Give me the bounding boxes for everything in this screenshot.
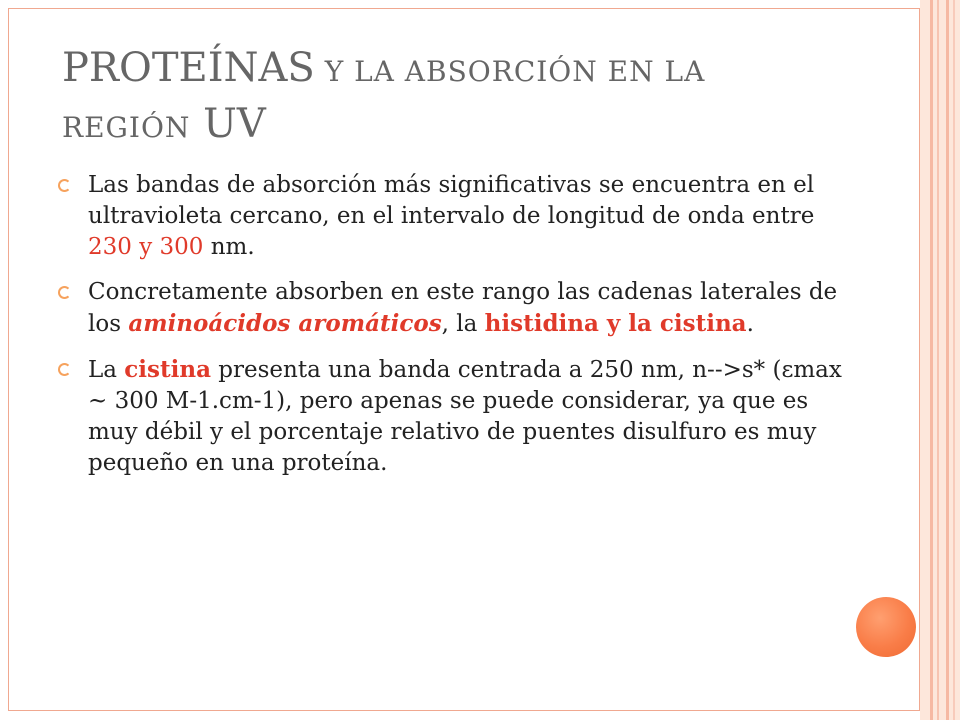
bullet-item xyxy=(56,354,856,479)
bullet-text: Las bandas de absorción más significativas se encuentra en el ultravioleta cercano, en el intervalo de longitud de onda entre xyxy=(88,172,815,229)
slide-title xyxy=(62,42,862,154)
bullet-list xyxy=(56,170,856,493)
bullet-text: La xyxy=(88,357,125,383)
highlight-cystine: cistina xyxy=(124,356,211,383)
highlight-aromatic-amino-acids: aminoácidos aromáticos xyxy=(128,310,442,337)
bullet-text: Concretamente absorben en este rango las cadenas laterales de los xyxy=(88,279,838,337)
wavelength-range: 230 y 300 xyxy=(88,234,204,260)
bullet-text: presenta una banda centrada a 250 nm, n-->s* (εmax ~ 300 M-1.cm-1), pero apenas se puede considerar, ya que es muy débil y el porcentaje relativo de puentes disulfuro es muy pequeño en una proteína. xyxy=(88,357,842,476)
title-part-1: PROTEÍNAS xyxy=(62,45,315,91)
decorative-stripes xyxy=(920,0,960,720)
bullet-text: , la xyxy=(441,311,485,337)
bullet-item xyxy=(56,170,856,263)
title-part-2: Y LA ABSORCIÓN EN LA xyxy=(314,55,706,88)
title-part-4: UV xyxy=(190,101,266,147)
stripe xyxy=(953,0,955,720)
bullet-icon xyxy=(58,286,71,299)
bullet-icon xyxy=(58,363,71,376)
title-part-3: REGIÓN xyxy=(62,111,191,144)
bullet-item xyxy=(56,277,856,340)
bullet-text: nm. xyxy=(203,234,255,260)
stripe xyxy=(937,0,939,720)
stripe xyxy=(930,0,933,720)
highlight-histidine-cystine: histidina y la cistina xyxy=(484,310,747,337)
bullet-icon xyxy=(58,179,71,192)
stripe xyxy=(946,0,949,720)
orange-circle-decoration xyxy=(856,597,916,657)
bullet-text: . xyxy=(746,311,754,337)
